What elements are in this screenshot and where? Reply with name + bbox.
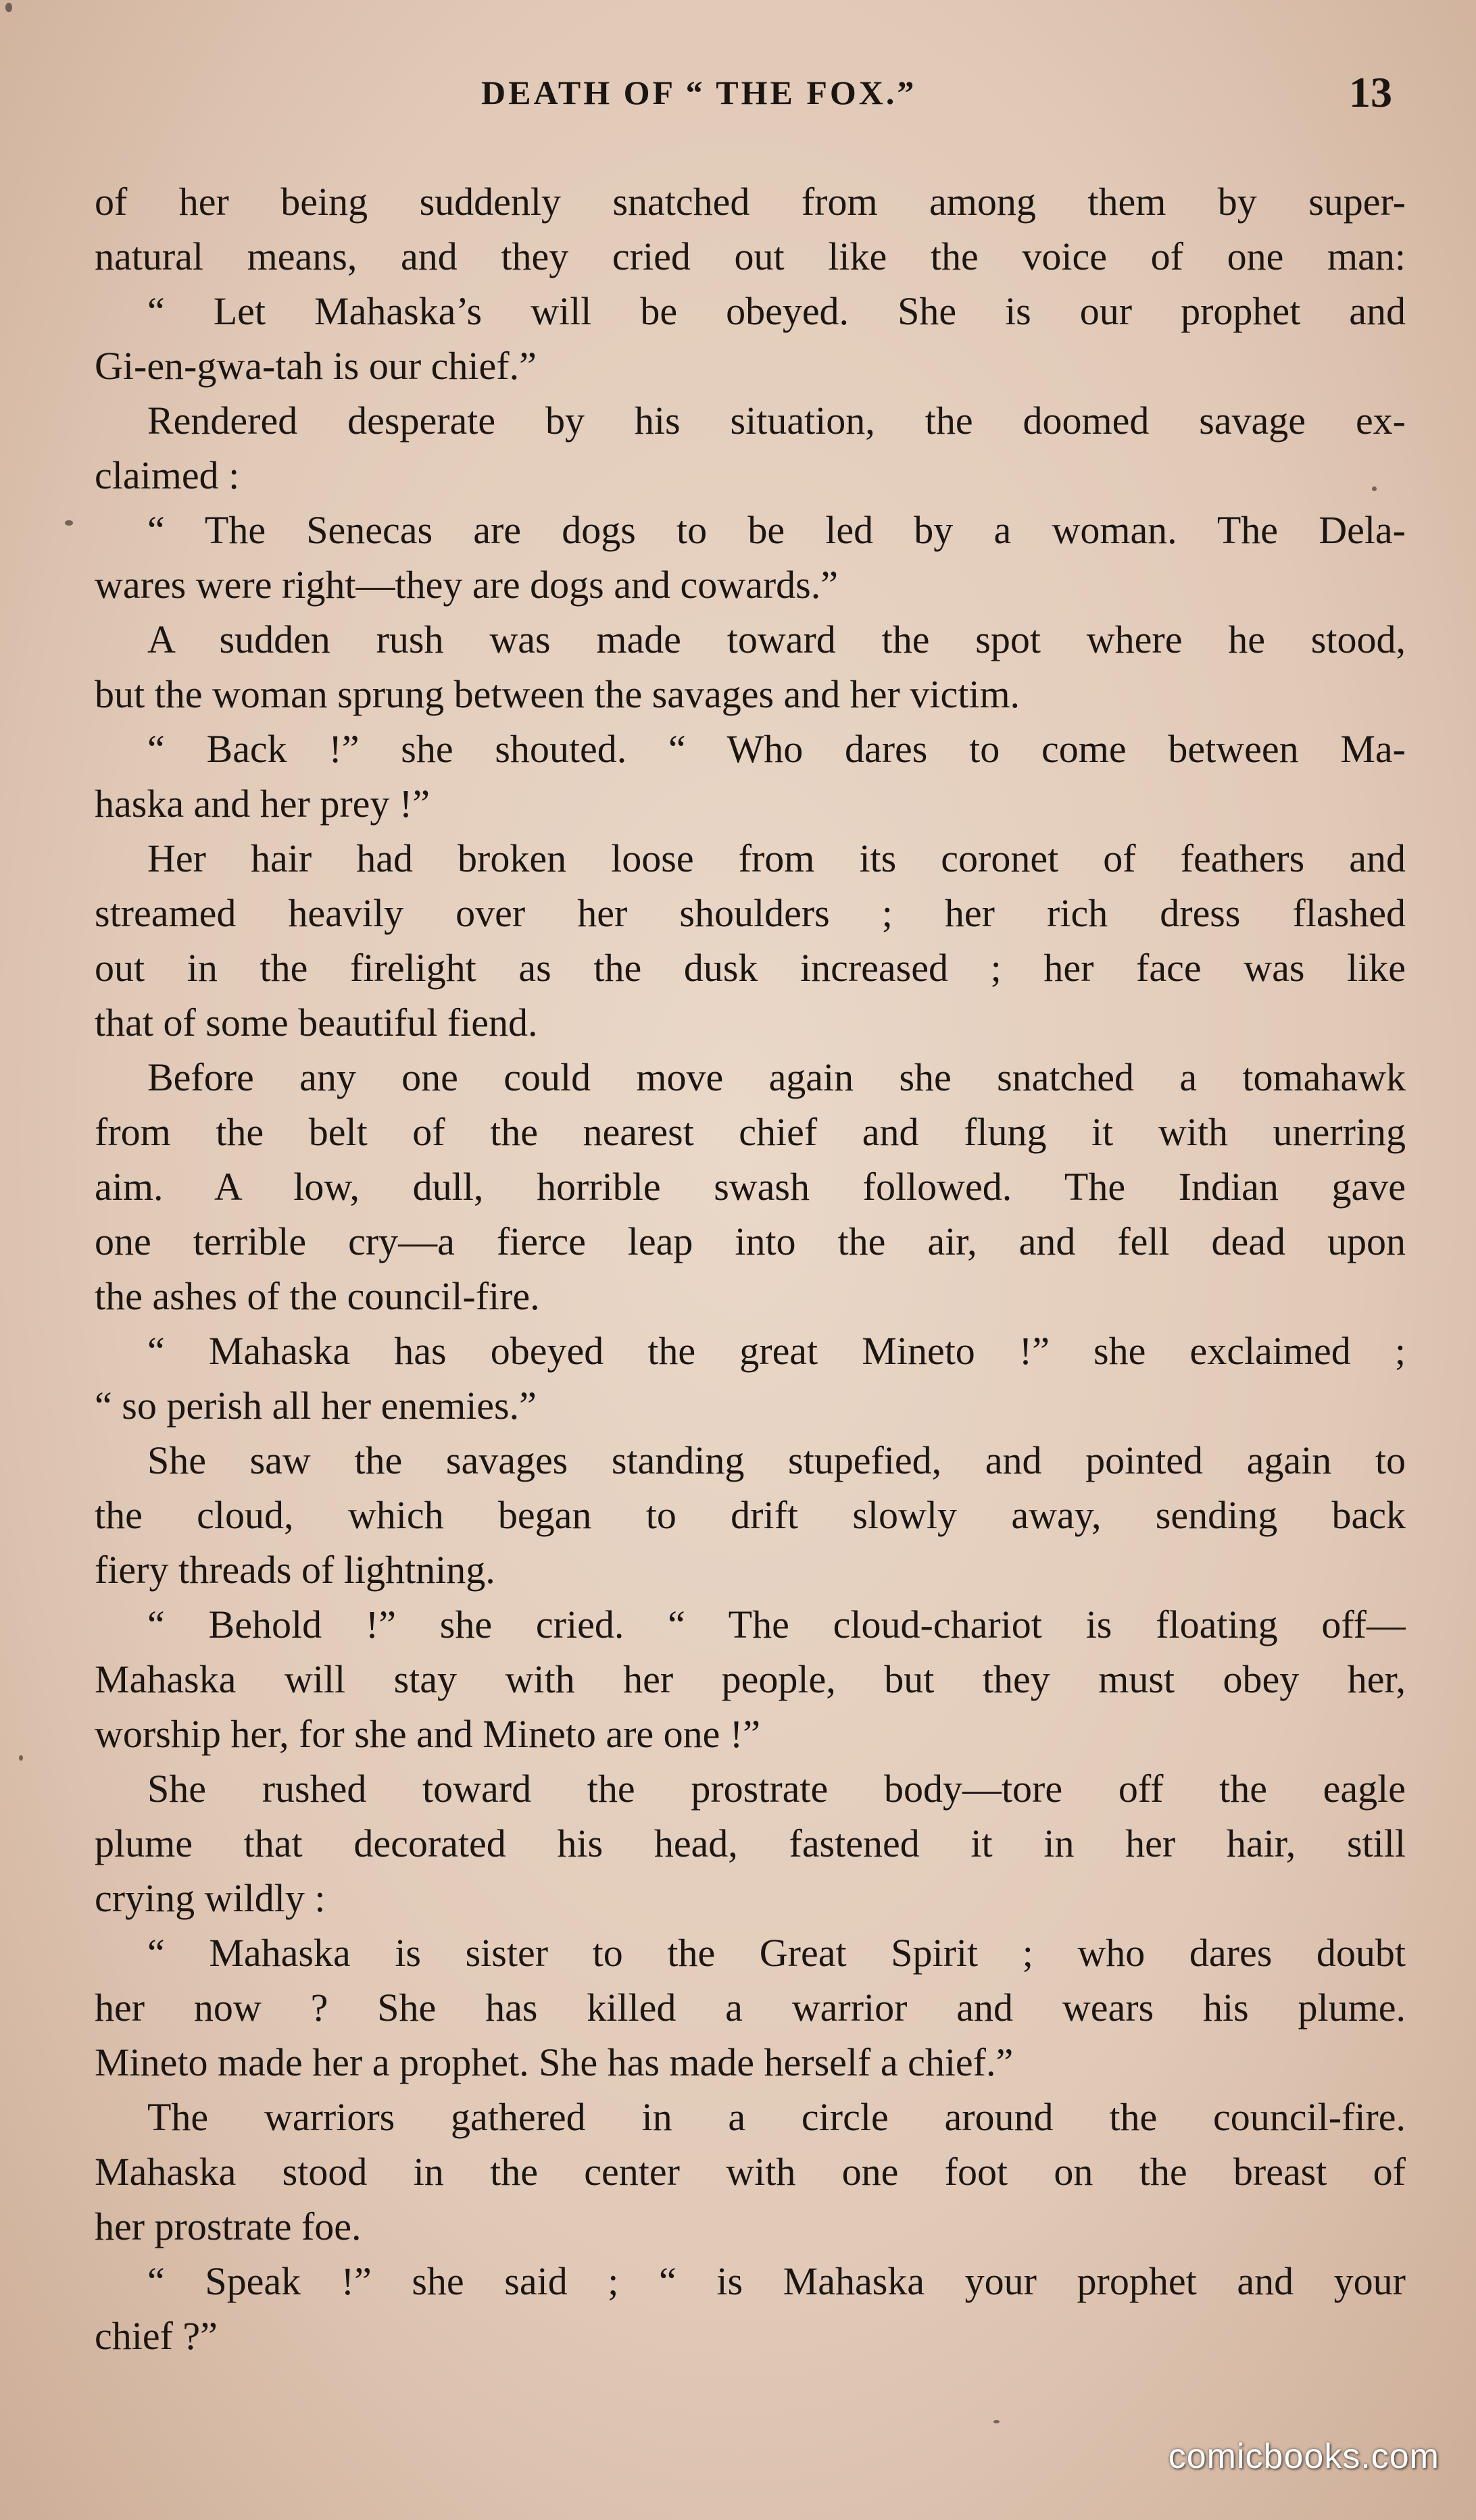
text-line: that of some beautiful fiend.: [95, 1001, 538, 1044]
text-line: “ Back !” she shouted. “ Who dares to come between Ma-: [147, 727, 1406, 771]
ink-speck: [5, 3, 12, 12]
text-line: “ The Senecas are dogs to be led by a woman. The Dela-: [147, 508, 1406, 552]
text-line: Before any one could move again she snatched a tomahawk: [147, 1055, 1406, 1099]
text-line: worship her, for she and Mineto are one !”: [95, 1712, 760, 1756]
text-line: “ so perish all her enemies.”: [95, 1384, 537, 1428]
text-line: “ Let Mahaska’s will be obeyed. She is our prophet and: [147, 289, 1406, 333]
page-number: 13: [1349, 68, 1392, 116]
text-line: crying wildly :: [95, 1876, 326, 1920]
text-line: one terrible cry—a fierce leap into the air, and fell dead upon: [95, 1219, 1406, 1263]
text-line: “ Mahaska is sister to the Great Spirit ; who dares doubt: [147, 1931, 1406, 1975]
text-line: the ashes of the council-fire.: [95, 1274, 540, 1318]
text-line: She saw the savages standing stupefied, and pointed again to: [147, 1438, 1406, 1482]
text-line: Mahaska will stay with her people, but they must obey her,: [95, 1657, 1406, 1701]
text-line: the cloud, which began to drift slowly away, sending back: [95, 1493, 1406, 1537]
text-line: her now ? She has killed a warrior and wears his plume.: [95, 1986, 1406, 2030]
text-line: claimed :: [95, 453, 240, 497]
text-line: natural means, and they cried out like the voice of one man:: [95, 234, 1406, 278]
text-line: streamed heavily over her shoulders ; her rich dress flashed: [95, 891, 1406, 935]
text-line: She rushed toward the prostrate body—tore off the eagle: [147, 1767, 1406, 1811]
text-line: out in the firelight as the dusk increased ; her face was like: [95, 946, 1406, 990]
text-line: The warriors gathered in a circle around the council-fire.: [147, 2095, 1406, 2139]
text-line: wares were right—they are dogs and cowards.”: [95, 563, 838, 607]
text-line: from the belt of the nearest chief and flung it with unerring: [95, 1110, 1406, 1154]
text-line: her prostrate foe.: [95, 2204, 362, 2248]
ink-speck: [1372, 486, 1377, 491]
text-line: Gi-en-gwa-tah is our chief.”: [95, 344, 537, 388]
text-line: Mahaska stood in the center with one foot on the breast of: [95, 2150, 1406, 2194]
text-line: fiery threads of lightning.: [95, 1548, 495, 1592]
ink-speck: [65, 520, 73, 526]
ink-speck: [993, 2420, 1000, 2423]
text-line: Her hair had broken loose from its coronet of feathers and: [147, 836, 1406, 880]
text-line: “ Mahaska has obeyed the great Mineto !” she exclaimed ;: [147, 1329, 1406, 1373]
text-line: “ Speak !” she said ; “ is Mahaska your prophet and your: [147, 2259, 1406, 2303]
text-line: haska and her prey !”: [95, 782, 430, 826]
text-line: plume that decorated his head, fastened it in her hair, still: [95, 1821, 1406, 1865]
text-line: A sudden rush was made toward the spot where he stood,: [147, 618, 1406, 661]
text-line: of her being suddenly snatched from among them by super-: [95, 180, 1406, 224]
ink-speck: [19, 1755, 23, 1761]
text-line: chief ?”: [95, 2314, 218, 2358]
running-title: DEATH OF “ THE FOX.”: [481, 74, 917, 111]
watermark: comicbooks.com: [1168, 2437, 1440, 2476]
body-text: [95, 174, 1406, 2363]
text-line: Rendered desperate by his situation, the doomed savage ex-: [147, 399, 1406, 443]
running-head: [0, 68, 1476, 127]
text-line: aim. A low, dull, horrible swash followed. The Indian gave: [95, 1165, 1406, 1209]
text-line: “ Behold !” she cried. “ The cloud-chariot is floating off—: [147, 1603, 1406, 1646]
text-line: Mineto made her a prophet. She has made herself a chief.”: [95, 2040, 1014, 2084]
text-line: but the woman sprung between the savages and her victim.: [95, 672, 1020, 716]
